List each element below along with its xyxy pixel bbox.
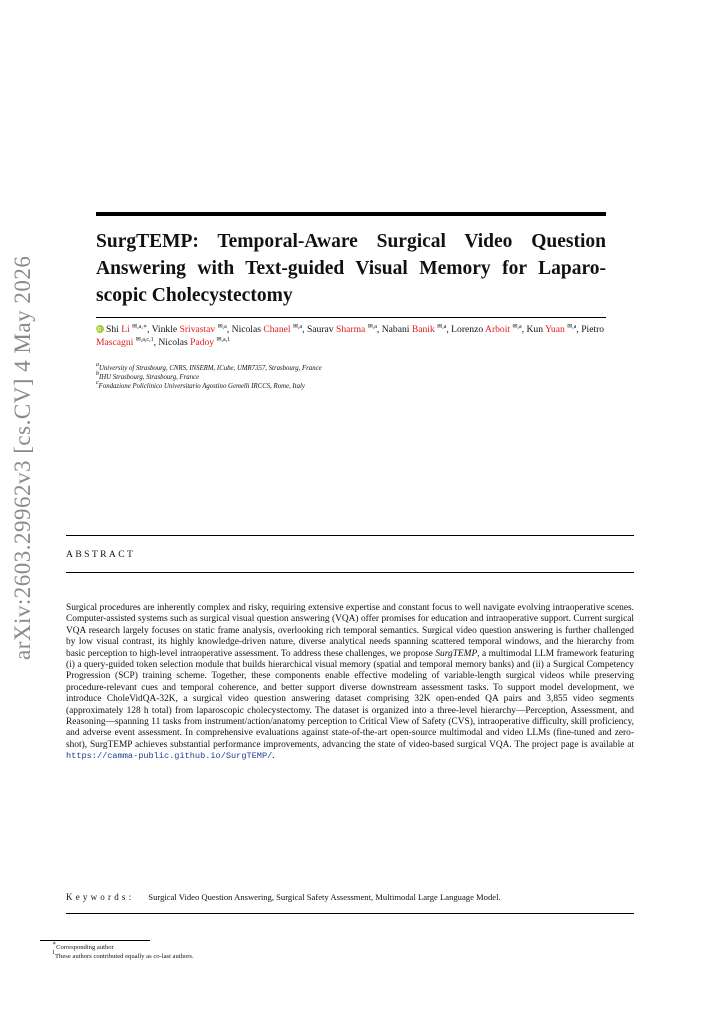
abstract-bottom-rule (66, 572, 634, 573)
author-item: Lorenzo Arboit $^{✉,a}$ (451, 324, 522, 335)
author-item: Pietro Mascagni $^{✉,a,c,1}$ (96, 324, 605, 348)
author-item: Saurav Sharma $^{✉,a}$ (306, 324, 377, 335)
arxiv-identifier: arXiv:2603.29962v3 [cs.CV] 4 May 2026 (10, 255, 35, 660)
keywords-heading: Keywords: (66, 892, 135, 902)
footnote-item: $^1$These authors contributed equally as co-last authors. (52, 950, 194, 961)
keywords-bottom-rule (66, 913, 634, 914)
footnotes (52, 943, 194, 961)
affiliation-list (96, 364, 606, 392)
title-block (96, 212, 606, 318)
author-item: Nicolas Chanel $^{✉,a}$ (231, 324, 303, 335)
author-item: Nicolas Padoy $^{✉,a,1}$ (158, 337, 231, 348)
keywords (66, 892, 641, 903)
project-link[interactable]: https://camma-public.github.io/SurgTEMP/ (66, 751, 273, 762)
author-item: Nabani Banik $^{✉,a}$ (381, 324, 447, 335)
author-item: Kun Yuan $^{✉,a}$ (526, 324, 577, 335)
affiliation-item: $^a$University of Strasbourg, CNRS, INSERM, ICube, UMR7357, Strasbourg, France (96, 362, 322, 372)
abstract-heading: ABSTRACT (66, 549, 136, 560)
model-name: SurgTEMP (435, 648, 478, 659)
footnote-item: ∗Corresponding author (52, 941, 114, 951)
author-item: iDShi Li $^{✉,a,∗}$ (96, 324, 147, 335)
keywords-list: Surgical Video Question Answering, Surgical Safety Assessment, Multimodal Large Language Model. (148, 892, 501, 902)
author-list: iDShi Li $^{✉,a,∗}$, Vinkle Srivastav $^{✉,a}$, Nicolas Chanel $^{✉,a}$, Saurav Sharma $^{✉,a}$, Nabani Banik $^{✉,a}$, Lorenzo Arboit $^{✉,a}$, Kun Yuan $^{✉,a}$, Pietro Mascagni $^{✉,a,c,1}$, Nicolas Padoy $^{✉,a,1}$ (96, 323, 608, 349)
footnote-rule (40, 940, 150, 941)
paper-title: SurgTEMP: Temporal-Aware Surgical Video Question Answering with Text-guided Visual Memory for Laparo-scopic Cholecystectomy (96, 231, 606, 306)
title-top-rule (96, 212, 606, 216)
affiliation-item: $^c$Fondazione Policlinico Universitario Agostino Gemelli IRCCS, Rome, Italy (96, 380, 305, 391)
title-bottom-rule (96, 317, 606, 318)
abstract-text: Surgical procedures are inherently complex and risky, requiring extensive expertise and constant focus to well navigate evolving intraoperative scenes. Computer-assisted systems such as surgical visual question answering (VQA) offer promises for education and intraoperative support. Current surgical VQA research largely focuses on static frame analysis, overlooking rich temporal semantics. Surgical video question answering is further challenged by low visual contrast, its highly knowledge-driven nature, diverse analytical needs spanning scattered temporal windows, and the hierarchy from basic perception to high-level intraoperative assessment. To address these challenges, we propose SurgTEMP, a multimodal LLM framework featuring (i) a query-guided token selection module that builds hierarchical visual memory (spatial and temporal memory banks) and (ii) a Surgical Competency Progression (SCP) training scheme. Together, these components enable effective modeling of variable-length surgical videos while preserving procedure-relevant cues and temporal coherence, and better support diverse downstream assessment tasks. To support model development, we introduce CholeVidQA-32K, a surgical video question answering dataset comprising 32K open-ended QA pairs and 3,855 video segments (approximately 128 h total) from laparoscopic cholecystectomy. The dataset is organized into a three-level hierarchy—Perception, Assessment, and Reasoning—spanning 11 tasks from instrument/action/anatomy perception to Critical View of Safety (CVS), intraoperative difficulty, skill proficiency, and adverse event assessment. In comprehensive evaluations against state-of-the-art open-source multimodal and video LLMs (fine-tuned and zero-shot), SurgTEMP achieves substantial performance improvements, advancing the state of video-based surgical VQA. The project page is available at https://camma-public.github.io/SurgTEMP/. (66, 603, 635, 762)
orcid-icon[interactable] (96, 325, 104, 333)
affiliation-item: $^b$IHU Strasbourg, Strasbourg, France (96, 371, 200, 382)
abstract-top-rule (66, 535, 634, 536)
author-item: Vinkle Srivastav $^{✉,a}$ (151, 324, 227, 335)
